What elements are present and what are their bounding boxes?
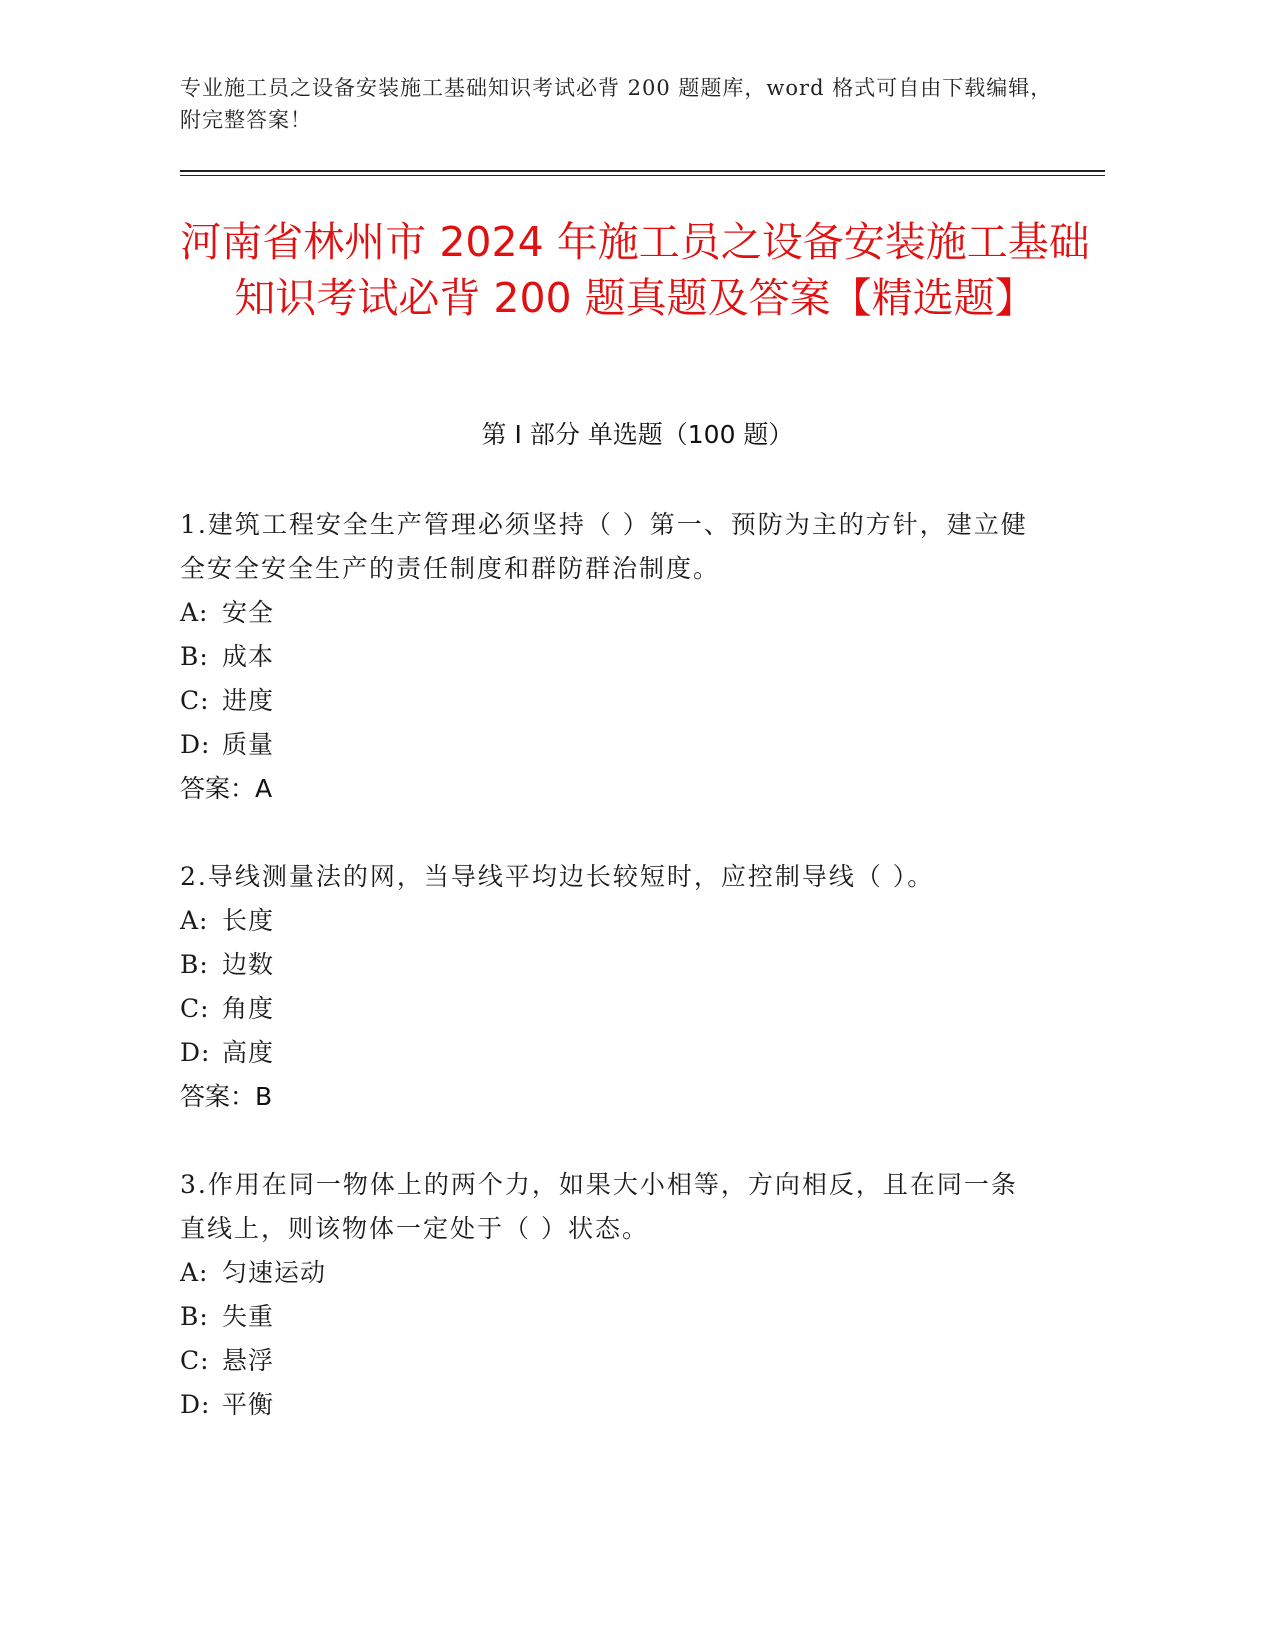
option-key: B: [180,950,209,979]
option-b [180,635,1040,679]
option-key: D: [180,1038,211,1067]
question-3 [180,1163,1040,1427]
question-stem: 1.建筑工程安全生产管理必须坚持（ ）第一、预防为主的方针，建立健全安全安全生产的责任制度和群防群治制度。 [180,510,1028,583]
option-text: 边数 [222,950,275,979]
header-note: 专业施工员之设备安装施工基础知识考试必背 200 题题库，word 格式可自由下载编辑，附完整答案！ [180,76,1053,132]
option-key: A: [180,1258,209,1287]
question-1 [180,503,1040,811]
question-stem: 3.作用在同一物体上的两个力，如果大小相等，方向相反，且在同一条直线上，则该物体一定处于（ ）状态。 [180,1170,1018,1243]
option-key: A: [180,906,209,935]
option-d [180,723,1040,767]
option-key: D: [180,730,211,759]
question-stem: 2.导线测量法的网，当导线平均边长较短时，应控制导线（ ）。 [180,862,935,891]
option-key: C: [180,994,210,1023]
option-key: B: [180,1302,209,1331]
option-key: D: [180,1390,211,1419]
option-text: 高度 [222,1038,275,1067]
option-text: 安全 [222,598,275,627]
option-text: 长度 [222,906,275,935]
option-a [180,591,1040,635]
header-divider-thin [180,175,1105,176]
answer-line: 答案：B [180,1082,273,1111]
option-key: A: [180,598,209,627]
document-title: 河南省林州市 2024 年施工员之设备安装施工基础知识考试必背 200 题真题及答案【精选题】 [180,218,1090,322]
question-list [180,503,1040,1471]
option-key: C: [180,686,210,715]
option-a [180,1251,1040,1295]
option-d [180,1383,1040,1427]
option-c [180,987,1040,1031]
option-key: C: [180,1346,210,1375]
option-a [180,899,1040,943]
option-text: 成本 [222,642,275,671]
option-c [180,1339,1040,1383]
header-divider-thick [180,170,1105,172]
question-2 [180,855,1040,1119]
option-d [180,1031,1040,1075]
option-key: B: [180,642,209,671]
option-text: 质量 [222,730,275,759]
section-title: 第 I 部分 单选题（100 题） [481,420,794,449]
option-text: 悬浮 [222,1346,275,1375]
option-b [180,1295,1040,1339]
option-text: 失重 [222,1302,275,1331]
answer-line: 答案：A [180,774,273,803]
option-text: 角度 [222,994,275,1023]
option-text: 平衡 [222,1390,275,1419]
option-c [180,679,1040,723]
option-b [180,943,1040,987]
option-text: 进度 [222,686,275,715]
option-text: 匀速运动 [222,1258,327,1287]
